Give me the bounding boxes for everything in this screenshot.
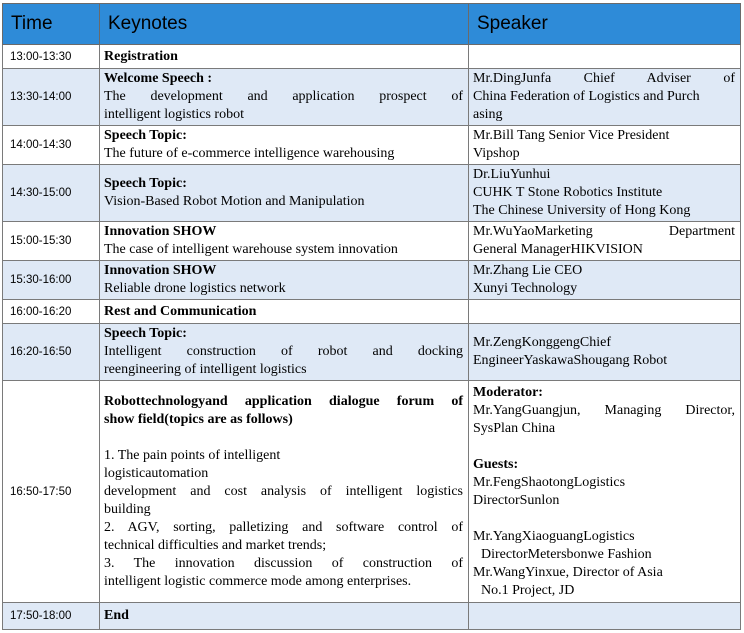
speaker-cell — [469, 222, 741, 261]
time-cell: 16:00-16:20 — [3, 300, 100, 324]
session-title: End — [104, 608, 129, 623]
session-title: Registration — [104, 48, 178, 64]
keynote-cell — [100, 381, 469, 603]
session-title: Speech Topic: — [104, 326, 187, 341]
speaker-text: EngineerYaskawaShougang Robot — [473, 353, 668, 368]
speaker-text: The Chinese University of Hong Kong — [473, 203, 691, 218]
session-text: building — [104, 501, 151, 517]
session-text: Intelligent construction of robot and docking — [104, 344, 463, 359]
speaker-text: Mr.DingJunfa Chief Adviser of — [473, 71, 735, 86]
speaker-text: Mr.Zhang Lie CEO — [473, 263, 583, 278]
session-text: 2. AGV, sorting, palletizing and software control of — [104, 519, 463, 535]
session-title: Speech Topic: — [104, 128, 187, 143]
speaker-cell — [469, 165, 741, 222]
speaker-text: Mr.YangXiaoguangLogistics — [473, 528, 635, 544]
speaker-text: CUHK T Stone Robotics Institute — [473, 185, 663, 200]
keynote-cell — [100, 165, 469, 222]
spacer — [104, 429, 463, 447]
speaker-text: Mr.YangGuangjun, Managing Director, — [473, 402, 735, 418]
time-cell: 15:30-16:00 — [3, 261, 100, 300]
keynote-cell — [100, 300, 469, 324]
speaker-text: Mr.Bill Tang Senior Vice President — [473, 128, 670, 143]
session-text: logisticautomation — [104, 465, 209, 481]
spacer — [473, 510, 735, 528]
session-text: The future of e-commerce intelligence warehousing — [104, 146, 395, 161]
time-cell: 13:30-14:00 — [3, 69, 100, 126]
speaker-cell — [469, 261, 741, 300]
speaker-text: asing — [473, 107, 503, 122]
session-title: Welcome Speech : — [104, 71, 213, 86]
moderator-label: Moderator: — [473, 384, 543, 400]
guests-label: Guests: — [473, 456, 519, 472]
session-title: show field(topics are as follows) — [104, 411, 293, 427]
session-title: Innovation SHOW — [104, 224, 217, 239]
speaker-text: General ManagerHIKVISION — [473, 242, 643, 257]
keynotes-header: Keynotes — [100, 4, 469, 45]
speaker-text: Mr.FengShaotongLogistics — [473, 474, 626, 490]
table-row — [3, 69, 741, 126]
session-text: 3. The innovation discussion of construction of — [104, 555, 463, 571]
speaker-cell — [469, 45, 741, 69]
table-row — [3, 300, 741, 324]
keynote-cell — [100, 261, 469, 300]
table-row — [3, 261, 741, 300]
header-row — [3, 4, 741, 45]
session-text: reengineering of intelligent logistics — [104, 362, 307, 377]
keynote-cell — [100, 126, 469, 165]
table-row — [3, 126, 741, 165]
time-cell: 14:00-14:30 — [3, 126, 100, 165]
session-text: technical difficulties and market trends; — [104, 537, 327, 553]
speaker-cell — [469, 381, 741, 603]
speaker-text: DirectorSunlon — [473, 492, 560, 508]
time-cell: 16:20-16:50 — [3, 324, 100, 381]
keynote-cell — [100, 222, 469, 261]
session-text: The development and application prospect of — [104, 89, 463, 104]
speaker-text: Mr.WangYinxue, Director of Asia — [473, 564, 663, 580]
time-header: Time — [3, 4, 100, 45]
session-text: intelligent logistic commerce mode among enterprises. — [104, 573, 412, 589]
speaker-text: SysPlan China — [473, 420, 556, 436]
speaker-text: China Federation of Logistics and Purch — [473, 89, 700, 104]
speaker-text: DirectorMetersbonwe Fashion — [481, 546, 652, 562]
table-row — [3, 45, 741, 69]
table-row — [3, 603, 741, 630]
time-cell: 13:00-13:30 — [3, 45, 100, 69]
time-cell: 15:00-15:30 — [3, 222, 100, 261]
time-cell: 17:50-18:00 — [3, 603, 100, 630]
table-row — [3, 381, 741, 603]
speaker-cell — [469, 324, 741, 381]
keynote-cell — [100, 603, 469, 630]
session-text: development and cost analysis of intelligent logistics — [104, 483, 463, 499]
table-row — [3, 222, 741, 261]
spacer — [473, 438, 735, 456]
session-text: 1. The pain points of intelligent — [104, 447, 281, 463]
speaker-text: Vipshop — [473, 146, 520, 161]
agenda-table — [2, 3, 741, 630]
speaker-cell — [469, 69, 741, 126]
time-cell: 16:50-17:50 — [3, 381, 100, 603]
speaker-text: No.1 Project, JD — [481, 582, 575, 598]
session-text: The case of intelligent warehouse system innovation — [104, 242, 398, 257]
speaker-cell — [469, 300, 741, 324]
speaker-text: Xunyi Technology — [473, 281, 578, 296]
table-row — [3, 324, 741, 381]
time-cell: 14:30-15:00 — [3, 165, 100, 222]
table-row — [3, 165, 741, 222]
speaker-text: Dr.LiuYunhui — [473, 167, 551, 182]
speaker-header: Speaker — [469, 4, 741, 45]
speaker-text: Mr.ZengKonggengChief — [473, 335, 612, 350]
speaker-cell — [469, 126, 741, 165]
keynote-cell — [100, 45, 469, 69]
session-title: Speech Topic: — [104, 176, 187, 191]
session-title: Innovation SHOW — [104, 263, 217, 278]
speaker-cell — [469, 603, 741, 630]
speaker-text: Mr.WuYaoMarketing Department — [473, 224, 735, 239]
session-text: Vision-Based Robot Motion and Manipulation — [104, 194, 365, 209]
session-title: Robottechnologyand application dialogue forum of — [104, 393, 463, 409]
session-title: Rest and Communication — [104, 303, 257, 319]
keynote-cell — [100, 69, 469, 126]
session-text: Reliable drone logistics network — [104, 281, 286, 296]
session-text: intelligent logistics robot — [104, 107, 244, 122]
keynote-cell — [100, 324, 469, 381]
